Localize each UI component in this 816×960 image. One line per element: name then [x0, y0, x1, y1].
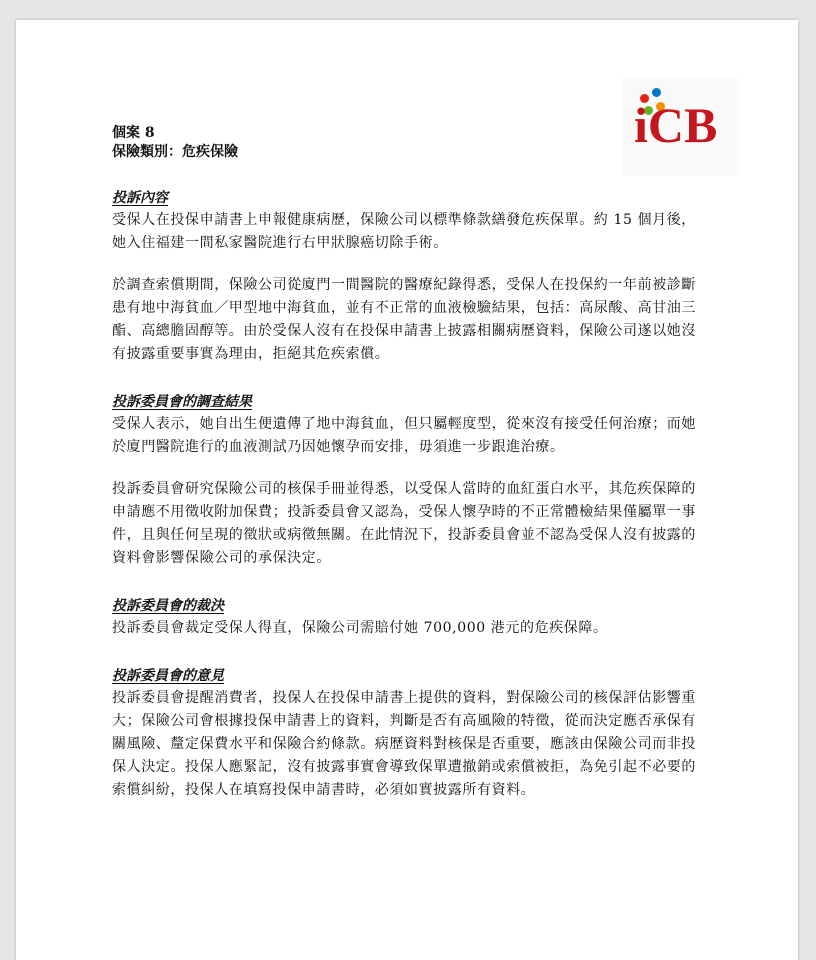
section-complaint: [112, 187, 702, 366]
paragraph: 投訴委員會裁定受保人得直，保險公司需賠付她 700,000 港元的危疾保障。: [112, 620, 608, 636]
document-content: [112, 124, 702, 802]
paragraph: 受保人表示，她自出生便遺傳了地中海貧血，但只屬輕度型，從來沒有接受任何治療；而她於廈門醫院進行的血液測試乃因她懷孕而安排，毋須進一步跟進治療。: [112, 416, 696, 455]
paragraph: 投訴委員會研究保險公司的核保手冊並得悉，以受保人當時的血紅蛋白水平，其危疾保障的申請應不用徵收附加保費；投訴委員會又認為，受保人懷孕時的不正常體檢結果僅屬單一事件，且與任何呈現的徵狀或病徵無關。在此情況下，投訴委員會並不認為受保人沒有披露的資料會影響保險公司的承保決定。: [112, 481, 696, 566]
logo-dot-blue: [652, 88, 661, 97]
case-number: 個案 8: [112, 125, 155, 141]
section-title: 投訴委員會的裁決: [112, 598, 224, 614]
section-title: 投訴內容: [112, 190, 168, 206]
section-opinion: [112, 665, 702, 802]
insurance-category: 保險類別：危疾保險: [112, 144, 238, 160]
paragraph: 於調查索償期間，保險公司從廈門一間醫院的醫療紀錄得悉，受保人在投保約一年前被診斷患有地中海貧血／甲型地中海貧血，並有不正常的血液檢驗結果，包括：高尿酸、高甘油三酯、高總膽固醇等。由於受保人沒有在投保申請書上披露相關病歷資料，保險公司遂以她沒有披露重要事實為理由，拒絕其危疾索償。: [112, 277, 696, 362]
logo-text: iCB: [634, 97, 718, 153]
paragraph: 受保人在投保申請書上申報健康病歷，保險公司以標準條款繕發危疾保單。約 15 個月後，她入住福建一間私家醫院進行右甲狀腺癌切除手術。: [112, 212, 696, 251]
paragraph: 投訴委員會提醒消費者，投保人在投保申請書上提供的資料，對保險公司的核保評估影響重大；保險公司會根據投保申請書上的資料，判斷是否有高風險的特徵，從而決定應否承保有關風險、釐定保費水平和保險合約條款。病歷資料對核保是否重要，應該由保險公司而非投保人決定。投保人應緊記，沒有披露事實會導致保單遭撤銷或索償被拒，為免引起不必要的索償糾紛，投保人在填寫投保申請書時，必須如實披露所有資料。: [112, 690, 696, 798]
section-title: 投訴委員會的調查結果: [112, 394, 252, 410]
section-title: 投訴委員會的意見: [112, 668, 224, 684]
section-investigation: [112, 391, 702, 570]
document-page: [16, 20, 798, 960]
section-ruling: [112, 595, 702, 640]
